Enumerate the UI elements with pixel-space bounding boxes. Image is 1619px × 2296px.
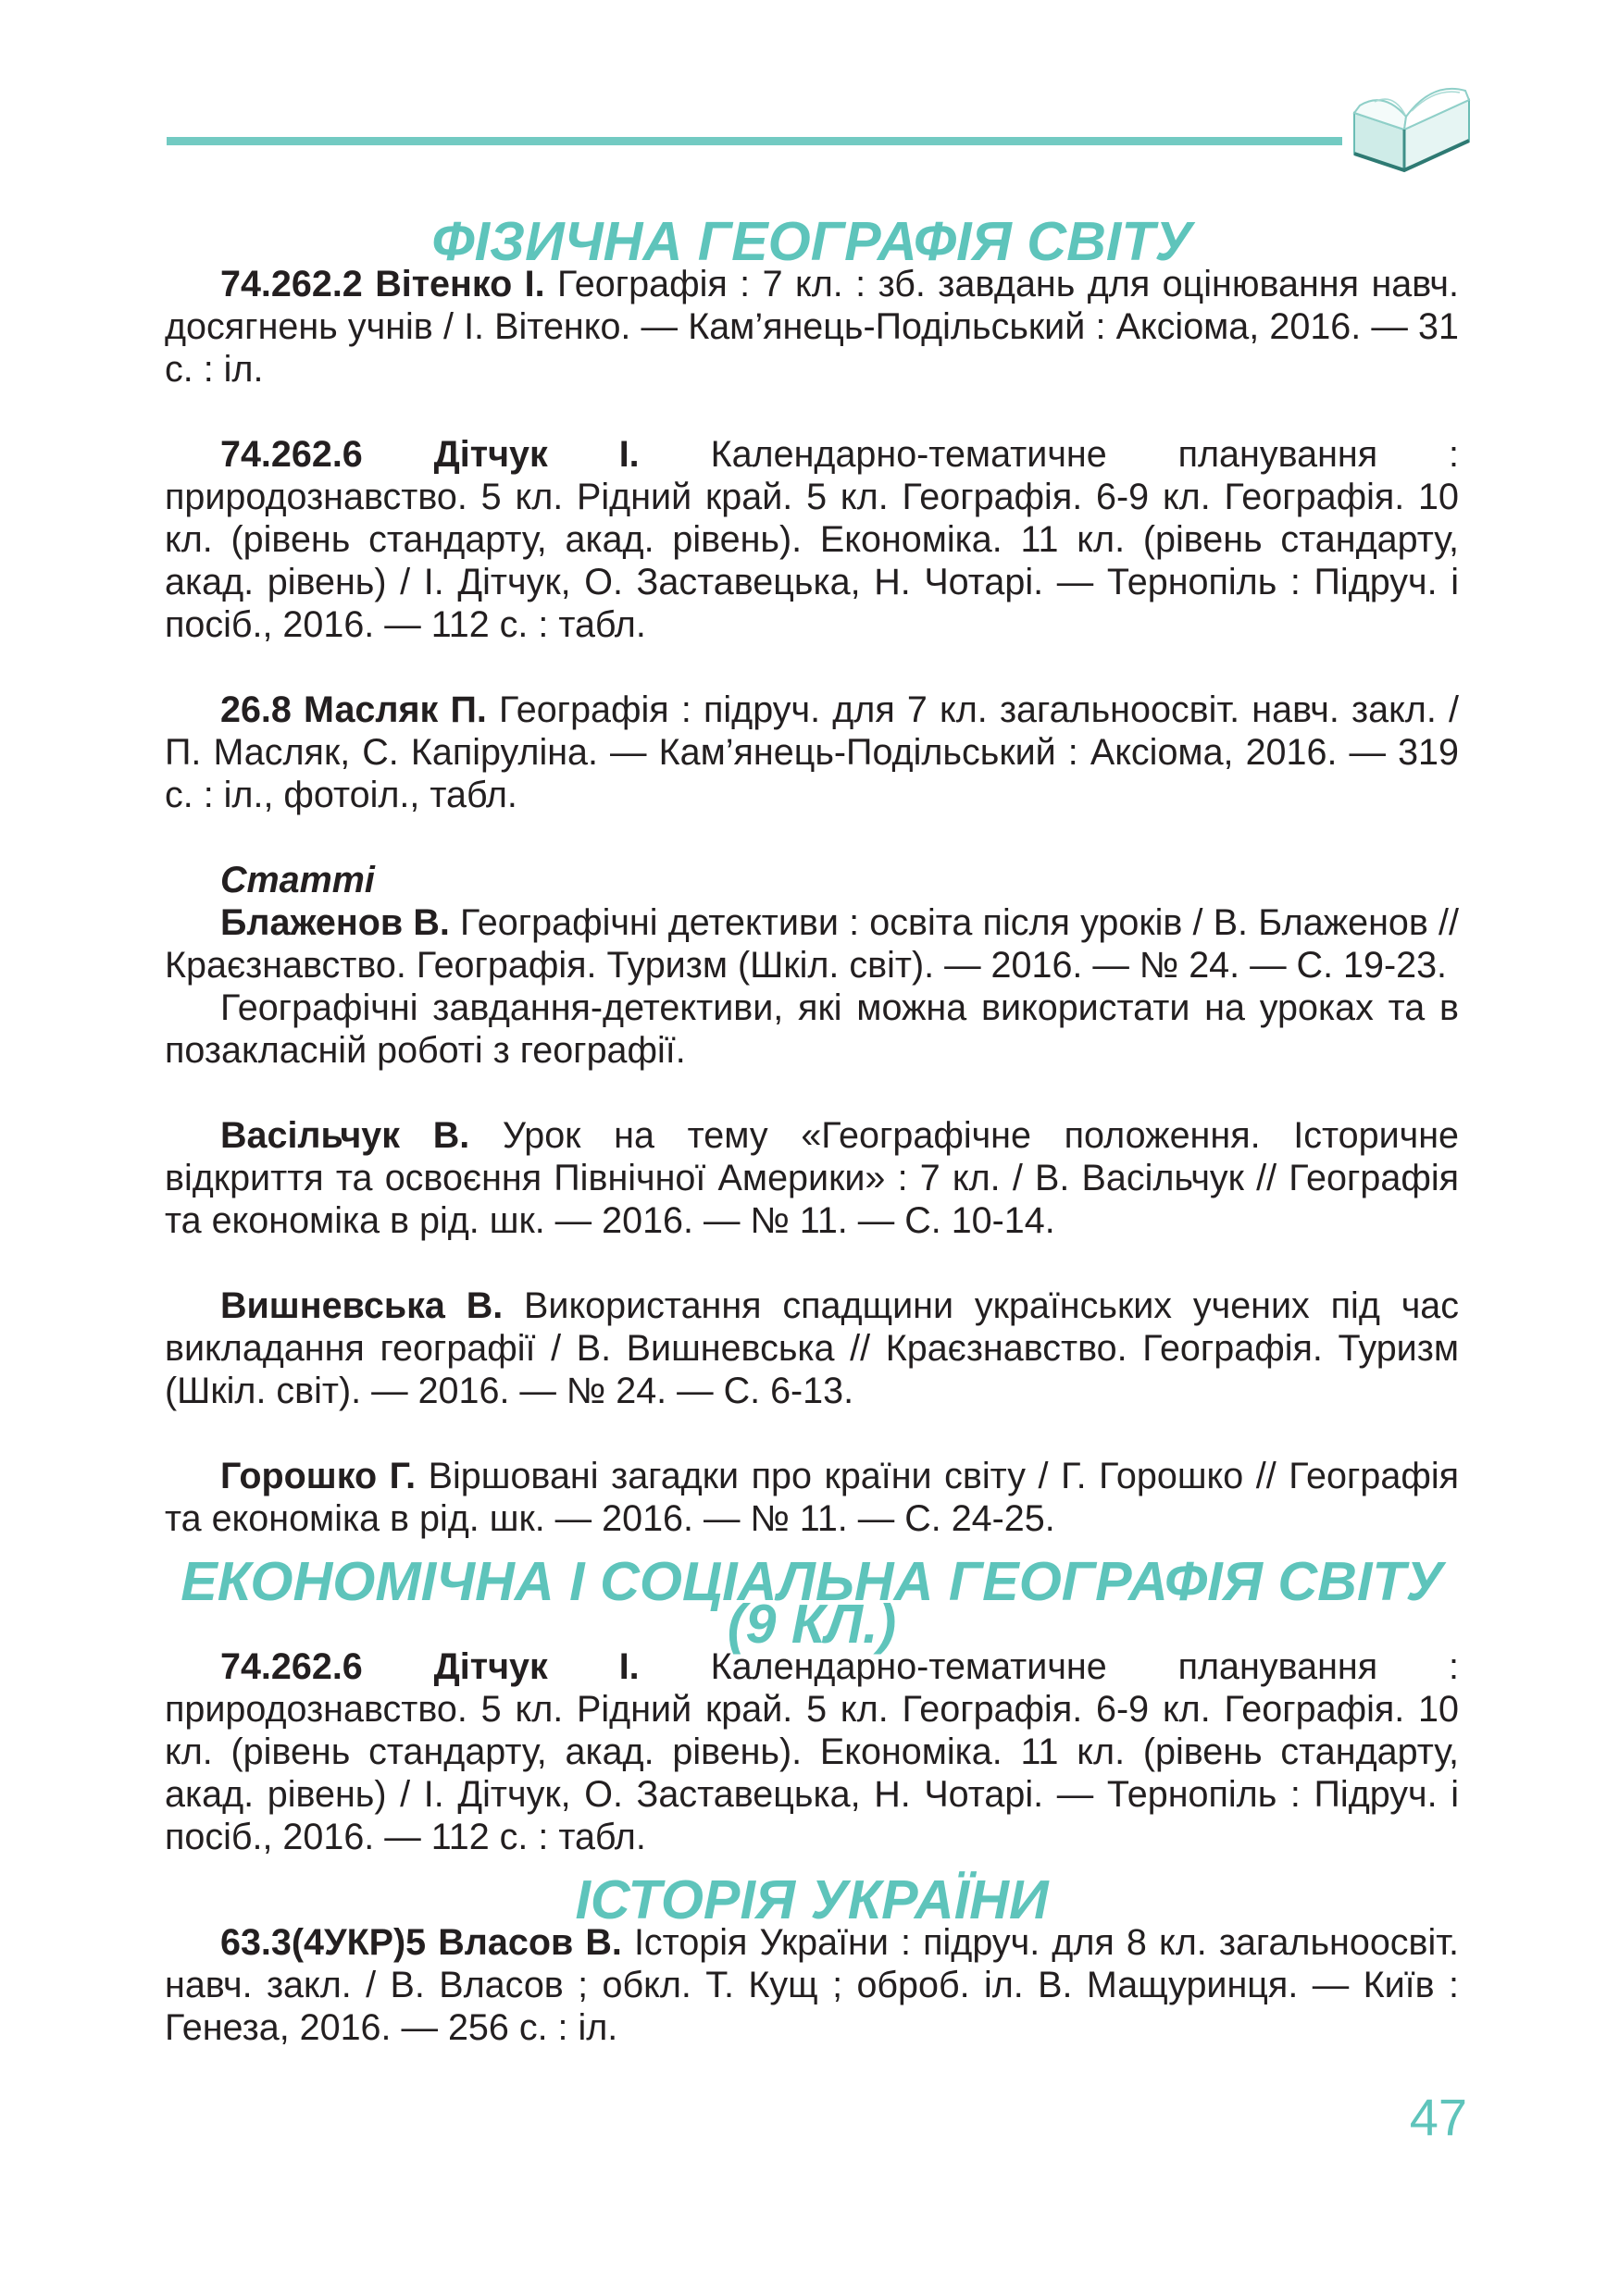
entry-text: Використання спадщини українських учених під час викладання географії / В. Вишневська // Краєзнавство. Географія. Туризм (Шкіл. світ). — 2016. — № 24. — С. 6-13. [165, 1285, 1460, 1411]
open-book-icon [1347, 74, 1476, 176]
articles-subheading: Статті [220, 860, 375, 900]
page-number: 47 [1409, 2088, 1467, 2146]
entry-text: Географія : 7 кл. : зб. завдань для оцінювання навч. досягнень учнів / І. Вітенко. — Кам’янець-Подільський : Аксіома, 2016. — 31 с. : іл. [165, 264, 1459, 390]
entry-author: Блаженов В. [220, 902, 450, 943]
entry-text: Календарно-тематичне планування : природознавство. 5 кл. Рідний край. 5 кл. Географія. 6-9 кл. Географія. 10 кл. (рівень стандарту, акад. рівень). Економіка. 11 кл. (рівень стандарту, акад. рівень) / І. Дітчук, О. Заставецька, Н. Чотарі. — Тернопіль : Підруч. і посіб., 2016. — 112 с. : табл. [165, 434, 1459, 645]
section-heading-history-ukraine: ІСТОРІЯ УКРАЇНИ [575, 1868, 1049, 1930]
entry-author: Горошко Г. [220, 1456, 417, 1496]
header-rule [167, 137, 1342, 145]
bibliography-entry [165, 689, 1459, 816]
entry-author: Вишневська В. [220, 1285, 504, 1326]
bibliography-entry [165, 433, 1459, 646]
bibliography-content [165, 210, 1460, 2049]
entry-text: Географія : підруч. для 7 кл. загальноосвіт. навч. закл. / П. Масляк, С. Капіруліна. — Кам’янець-Подільський : Аксіома, 2016. — 319 с. : іл., фотоіл., табл. [165, 689, 1459, 815]
entry-text: Географічні детективи : освіта після уроків / В. Блаженов // Краєзнавство. Географія. Туризм (Шкіл. світ). — 2016. — № 24. — С. 19-23. [165, 902, 1459, 986]
entry-text: Урок на тему «Географічне положення. Історичне відкриття та освоєння Північної Америки» : 7 кл. / В. Васільчук // Географія та економіка в рід. шк. — 2016. — № 11. — С. 10-14. [165, 1115, 1459, 1241]
article-annotation: Географічні завдання-детективи, які можна використати на уроках та в позакласній роботі з географії. [165, 987, 1459, 1071]
entry-text: Історія України : підруч. для 8 кл. загальноосвіт. навч. закл. / В. Власов ; обкл. Т. Кущ ; оброб. іл. В. Мащуринця. — Київ : Генеза, 2016. — 256 с. : іл. [165, 1922, 1459, 2048]
entry-author: 26.8 Масляк П. [220, 689, 487, 730]
article-entry [165, 901, 1459, 987]
entry-text: Календарно-тематичне планування : природознавство. 5 кл. Рідний край. 5 кл. Географія. 6-9 кл. Географія. 10 кл. (рівень стандарту, акад. рівень). Економіка. 11 кл. (рівень стандарту, акад. рівень) / І. Дітчук, О. Заставецька, Н. Чотарі. — Тернопіль : Підруч. і посіб., 2016. — 112 с. : табл. [165, 1646, 1459, 1857]
section-heading-physical-geography: ФІЗИЧНА ГЕОГРАФІЯ СВІТУ [431, 210, 1192, 272]
entry-author: 74.262.2 Вітенко І. [220, 264, 545, 304]
article-entry [165, 1114, 1459, 1242]
article-entry [165, 1285, 1459, 1412]
entry-author: 63.3(4УКР)5 Власов В. [220, 1922, 622, 1963]
bibliography-entry [165, 1645, 1459, 1858]
section-heading-economic-geography: ЕКОНОМІЧНА І СОЦІАЛЬНА ГЕОГРАФІЯ СВІТУ (9 КЛ.) [181, 1550, 1443, 1655]
entry-author: Васільчук В. [220, 1115, 470, 1156]
entry-author: 74.262.6 Дітчук І. [220, 1646, 640, 1687]
entry-text: Віршовані загадки про країни світу / Г. Горошко // Географія та економіка в рід. шк. — 2016. — № 11. — С. 24-25. [165, 1456, 1459, 1539]
bibliography-entry [165, 1921, 1459, 2049]
article-entry [165, 1455, 1459, 1540]
bibliography-entry [165, 263, 1459, 391]
entry-author: 74.262.6 Дітчук І. [220, 434, 640, 475]
